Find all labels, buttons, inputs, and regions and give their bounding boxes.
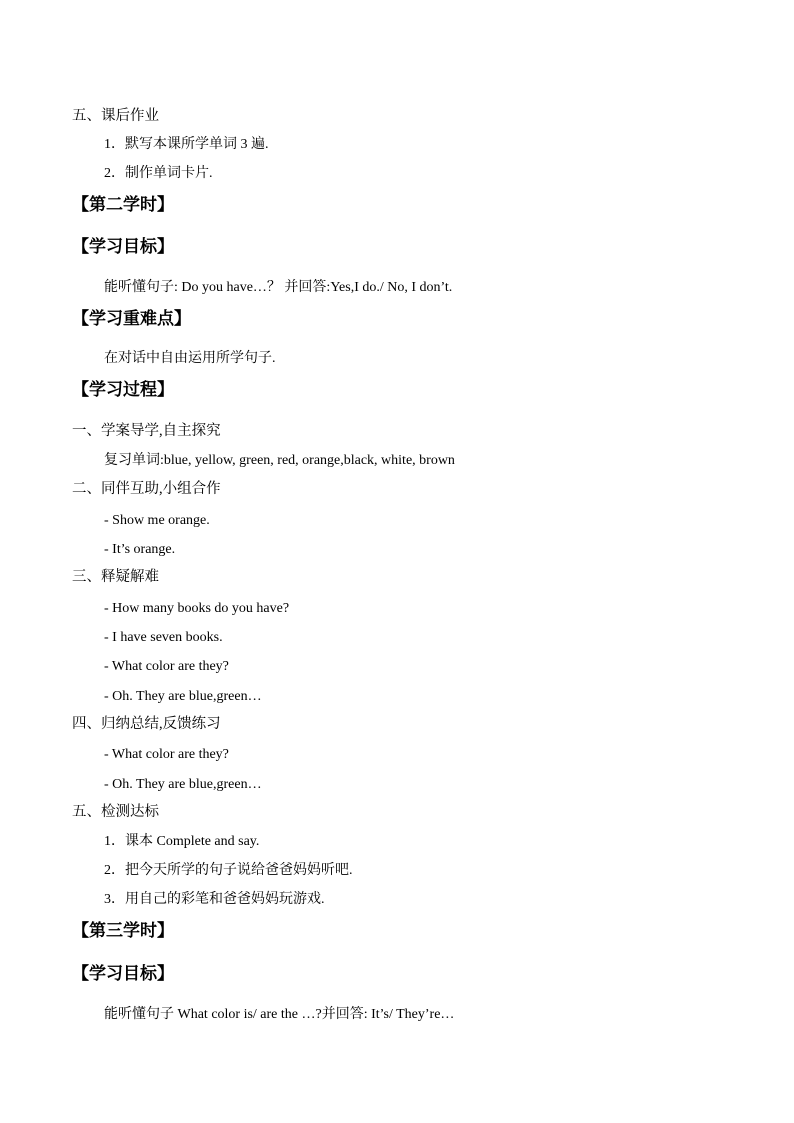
bracket-heading: 【学习目标】: [72, 964, 174, 983]
paragraph-line: 能听懂句子: Do you have…？ 并回答:Yes,I do./ No, I don’t.: [104, 280, 453, 295]
list-item: 1．默写本课所学单词 3 遍.: [104, 137, 269, 152]
section-heading: 五、检测达标: [72, 804, 159, 820]
dialogue-line: - It’s orange.: [104, 542, 176, 557]
dialogue-line: - What color are they?: [104, 747, 229, 762]
section-heading: 二、同伴互助,小组合作: [72, 481, 221, 497]
bracket-heading: 【学习目标】: [72, 237, 174, 256]
section-heading: 四、归纳总结,反馈练习: [72, 716, 221, 732]
dialogue-line: - Show me orange.: [104, 513, 210, 528]
dialogue-line: - Oh. They are blue,green…: [104, 777, 262, 792]
bracket-heading: 【第三学时】: [72, 921, 174, 940]
section-heading: 三、释疑解难: [72, 569, 159, 585]
dialogue-line: - What color are they?: [104, 659, 229, 674]
paragraph-line: 在对话中自由运用所学句子.: [104, 351, 276, 366]
bracket-heading: 【学习过程】: [72, 380, 174, 399]
list-item: 1．课本 Complete and say.: [104, 834, 260, 849]
paragraph-line: 能听懂句子 What color is/ are the …?并回答: It’s/ They’re…: [104, 1007, 455, 1022]
section-heading: 五、课后作业: [72, 108, 159, 124]
list-item: 3．用自己的彩笔和爸爸妈妈玩游戏.: [104, 892, 325, 907]
bracket-heading: 【第二学时】: [72, 195, 174, 214]
dialogue-line: - I have seven books.: [104, 630, 223, 645]
dialogue-line: - How many books do you have?: [104, 601, 290, 616]
paragraph-line: 复习单词:blue, yellow, green, red, orange,black, white, brown: [104, 453, 455, 468]
list-item: 2．制作单词卡片.: [104, 166, 213, 181]
bracket-heading: 【学习重难点】: [72, 309, 191, 328]
list-item: 2．把今天所学的句子说给爸爸妈妈听吧.: [104, 863, 353, 878]
section-heading: 一、学案导学,自主探究: [72, 423, 221, 439]
dialogue-line: - Oh. They are blue,green…: [104, 689, 262, 704]
